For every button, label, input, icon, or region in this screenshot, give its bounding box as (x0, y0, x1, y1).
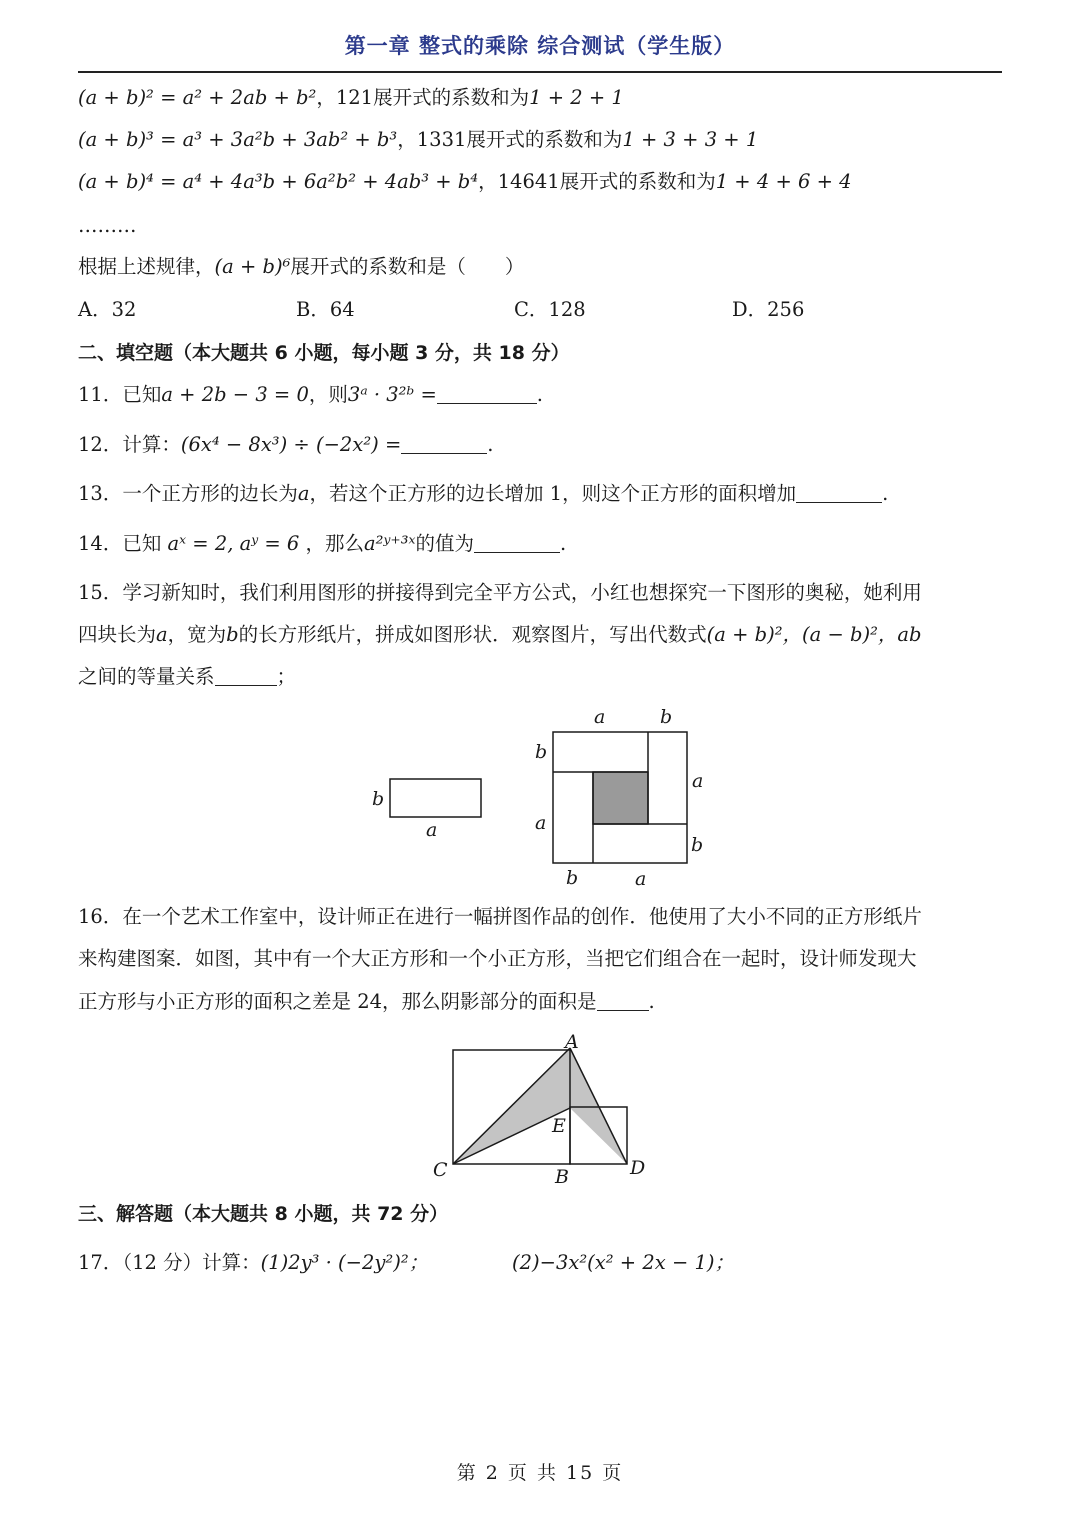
q16-figure (425, 1028, 665, 1188)
header-divider (78, 71, 1002, 73)
q17-part-2: (2)−3x²(x² + 2x − 1)； (512, 1251, 734, 1274)
pattern-line-3: (a + b)⁴ = a⁴ + 4a³b + 6a²b² + 4ab³ + b⁴，14641展开式的系数和为1 + 4 + 6 + 4 (78, 170, 852, 193)
top-label-a: a (594, 706, 606, 728)
pattern-text: 展开式的系数和为 (373, 86, 530, 109)
right-label-b: b (691, 834, 704, 856)
q12-answer-blank[interactable] (401, 435, 487, 454)
q10-stem (78, 253, 524, 281)
point-c-label: C (433, 1159, 448, 1181)
section-3-title: 三、解答题（本大题共 8 小题，共 72 分） (78, 1203, 449, 1225)
pattern-sum: 1 + 2 + 1 (529, 86, 624, 109)
pattern-number: 121 (335, 86, 374, 109)
q16-line-1: 16．在一个艺术工作室中，设计师正在进行一幅拼图作品的创作．他使用了大小不同的正方形纸片 (78, 905, 922, 928)
q17-part-1: (1)2y³ · (−2y²)²； (260, 1251, 429, 1274)
pattern-number: 1331 (416, 128, 467, 151)
left-label-a: a (535, 812, 547, 834)
rect-a-by-b (390, 779, 481, 817)
q15-line-2: 四块长为a，宽为b的长方形纸片，拼成如图形状．观察图片，写出代数式(a + b)²，(a − b)²，ab (78, 623, 922, 646)
bottom-label-a: a (635, 868, 647, 890)
q15-line-1: 15．学习新知时，我们利用图形的拼接得到完全平方公式，小红也想探究一下图形的奥秘，她利用 (78, 581, 922, 604)
q10-option-b[interactable]: B．64 (296, 298, 355, 321)
q10-option-d[interactable]: D．256 (732, 298, 805, 321)
pattern-sum: 1 + 3 + 3 + 1 (622, 128, 759, 151)
pattern-text: 展开式的系数和为 (559, 170, 716, 193)
left-label-b: b (535, 741, 548, 763)
q17: 17．（12 分）计算：(1)2y³ · (−2y²)²； (78, 1251, 429, 1274)
pattern-number: 14641 (497, 170, 560, 193)
page-footer: 第 2 页 共 15 页 (456, 1462, 624, 1484)
q16-line-2: 来构建图案．如图，其中有一个大正方形和一个小正方形，当把它们组合在一起时，设计师发现大 (78, 947, 917, 970)
top-label-b: b (660, 706, 673, 728)
point-d-label: D (630, 1157, 646, 1179)
point-b-label: B (555, 1166, 569, 1188)
q16-answer-blank[interactable] (597, 992, 649, 1011)
q10-prefix: 根据上述规律， (78, 255, 215, 278)
q10-expr: (a + b)⁶ (214, 255, 291, 278)
right-label-a: a (692, 770, 704, 792)
q15-answer-blank[interactable] (215, 667, 277, 686)
q12: 12．计算：(6x⁴ − 8x³) ÷ (−2x²) = . (78, 433, 494, 456)
q11: 11．已知a + 2b − 3 = 0，则3ᵃ · 3²ᵇ = . (78, 383, 543, 406)
q14-answer-blank[interactable] (474, 534, 560, 553)
section-2-title: 二、填空题（本大题共 6 小题，每小题 3 分，共 18 分） (78, 342, 570, 364)
point-a-label: A (565, 1031, 579, 1053)
q13: 13．一个正方形的边长为a，若这个正方形的边长增加 1，则这个正方形的面积增加 . (78, 482, 889, 505)
q15-line-3: 之间的等量关系 ； (78, 665, 297, 688)
ellipsis: ……… (78, 214, 137, 237)
rect-bottom-label: a (426, 819, 438, 841)
pattern-expr: (a + b)² = a² + 2ab + b² (78, 86, 317, 109)
bottom-label-b: b (566, 867, 579, 889)
q10-option-c[interactable]: C．128 (514, 298, 586, 321)
pattern-line-2: (a + b)³ = a³ + 3a²b + 3ab² + b³，1331展开式的系数和为1 + 3 + 3 + 1 (78, 128, 759, 151)
q10-suffix: 展开式的系数和是（ ） (290, 255, 525, 278)
shaded-small-square (593, 772, 648, 824)
point-e-label: E (552, 1115, 566, 1137)
pattern-text: 展开式的系数和为 (466, 128, 623, 151)
pattern-sum: 1 + 4 + 6 + 4 (715, 170, 852, 193)
rect-side-label: b (372, 788, 385, 810)
pattern-line-1: (a + b)² = a² + 2ab + b²，121展开式的系数和为1 + 2 + 1 (78, 86, 624, 109)
q13-answer-blank[interactable] (796, 484, 882, 503)
pattern-expr: (a + b)⁴ = a⁴ + 4a³b + 6a²b² + 4ab³ + b⁴ (78, 170, 479, 193)
q15-figure (360, 700, 730, 895)
q16-line-3: 正方形与小正方形的面积之差是 24，那么阴影部分的面积是 . (78, 990, 655, 1013)
q10-option-a[interactable]: A．32 (78, 298, 137, 321)
q14: 14．已知 aˣ = 2, aʸ = 6 ，那么a²ʸ⁺³ˣ的值为 . (78, 532, 567, 555)
pattern-expr: (a + b)³ = a³ + 3a²b + 3ab² + b³ (78, 128, 398, 151)
page-title: 第一章 整式的乘除 综合测试（学生版） (344, 34, 736, 58)
q11-answer-blank[interactable] (437, 385, 537, 404)
